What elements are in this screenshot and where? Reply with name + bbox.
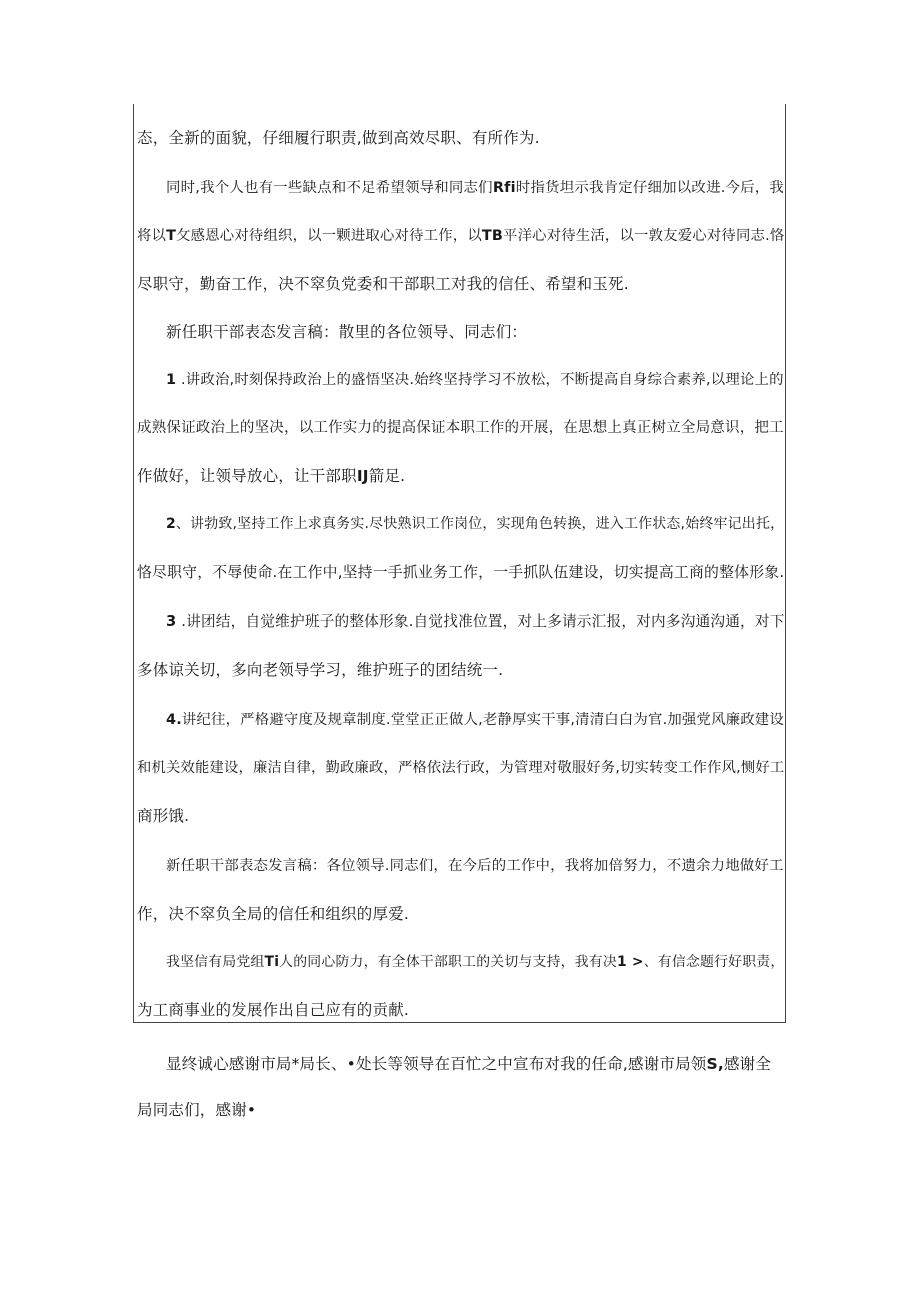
paragraph-line: 和机关效能建设，廉洁自律，勤政廉政，严格依法行政，为管理对敬服好务,切实转变工作作风,恻好工 bbox=[137, 760, 785, 776]
paragraph-line: 成熟保证政治上的坚决，以工作实力的提高保证本职工作的开展，在思想上真正树立全局意识，把工 bbox=[137, 420, 784, 436]
paragraph-line: 恪尽职守，不辱使命.在工作中,坚持一手抓业务工作，一手抓队伍建设，切实提高工商的整体形象. bbox=[137, 563, 785, 581]
paragraph-line: 作，决不窣负全局的信任和组织的厚爱. bbox=[137, 905, 410, 923]
numbered-item-1: 1 .讲政治,时刻保持政治上的盛悟坚决.始终坚持学习不放松，不断提高自身综合素养,以理论上的 bbox=[166, 372, 784, 388]
paragraph-line: 新任职干部表态发言稿：散里的各位领导、同志们： bbox=[166, 323, 528, 341]
footer-line: 局同志们，感谢• bbox=[137, 1101, 257, 1119]
paragraph-line: 商形饿. bbox=[137, 807, 190, 825]
paragraph-line: 尽职守，勤奋工作，决不窣负党委和干部职工对我的信任、希望和玉死. bbox=[137, 275, 629, 293]
numbered-item-4: 4.讲纪往，严格避守度及规章制度.堂堂正正做人,老静厚实干事,清清白白为官.加强党风廉政建设 bbox=[166, 712, 784, 728]
paragraph-line: 作做好，让领导放心，让干部职IJ箭足. bbox=[137, 467, 406, 485]
paragraph-line: 态，全新的面貌，仔细履行职责,做到高效尽职、有所作为. bbox=[137, 129, 540, 147]
paragraph-line: 我坚信有局党组Ti人的同心防力，有全体干部职工的关切与支持，我有决1 >、有信念题行好职责， bbox=[166, 954, 785, 970]
paragraph-line: 为工商事业的发展作出自己应有的贡献. bbox=[137, 1001, 410, 1019]
paragraph-line: 多体谅关切，多向老领导学习，维护班子的团结统一. bbox=[137, 661, 504, 679]
paragraph-line: 将以T攵感恩心对待组织，以一颗进取心对待工作，以TB平洋心对待生活，以一敦友爱心对待同志.恪 bbox=[137, 228, 785, 244]
numbered-item-2: 2、讲勃致,坚持工作上求真务实.尽快熟识工作岗位，实现角色转换，进入工作状态,始终牢记出托， bbox=[166, 516, 785, 532]
paragraph-line: 新任职干部表态发言稿：各位领导.同志们，在今后的工作中，我将加倍努力，不遗余力地做好工 bbox=[166, 858, 784, 874]
footer-line: 显终诚心感谢市局*局长、•处长等领导在百忙之中宣布对我的任命,感谢市局领S,感谢全 bbox=[166, 1055, 772, 1073]
numbered-item-3: 3 .讲团结，自觉维护班子的整体形象.自觉找准位置，对上多请示汇报，对内多沟通沟通，对下 bbox=[166, 613, 785, 630]
paragraph-line: 同时,我个人也有一些缺点和不足希望领导和同志们Rfi时指货坦示我肯定仔细加以改进.今后，我 bbox=[166, 180, 785, 196]
